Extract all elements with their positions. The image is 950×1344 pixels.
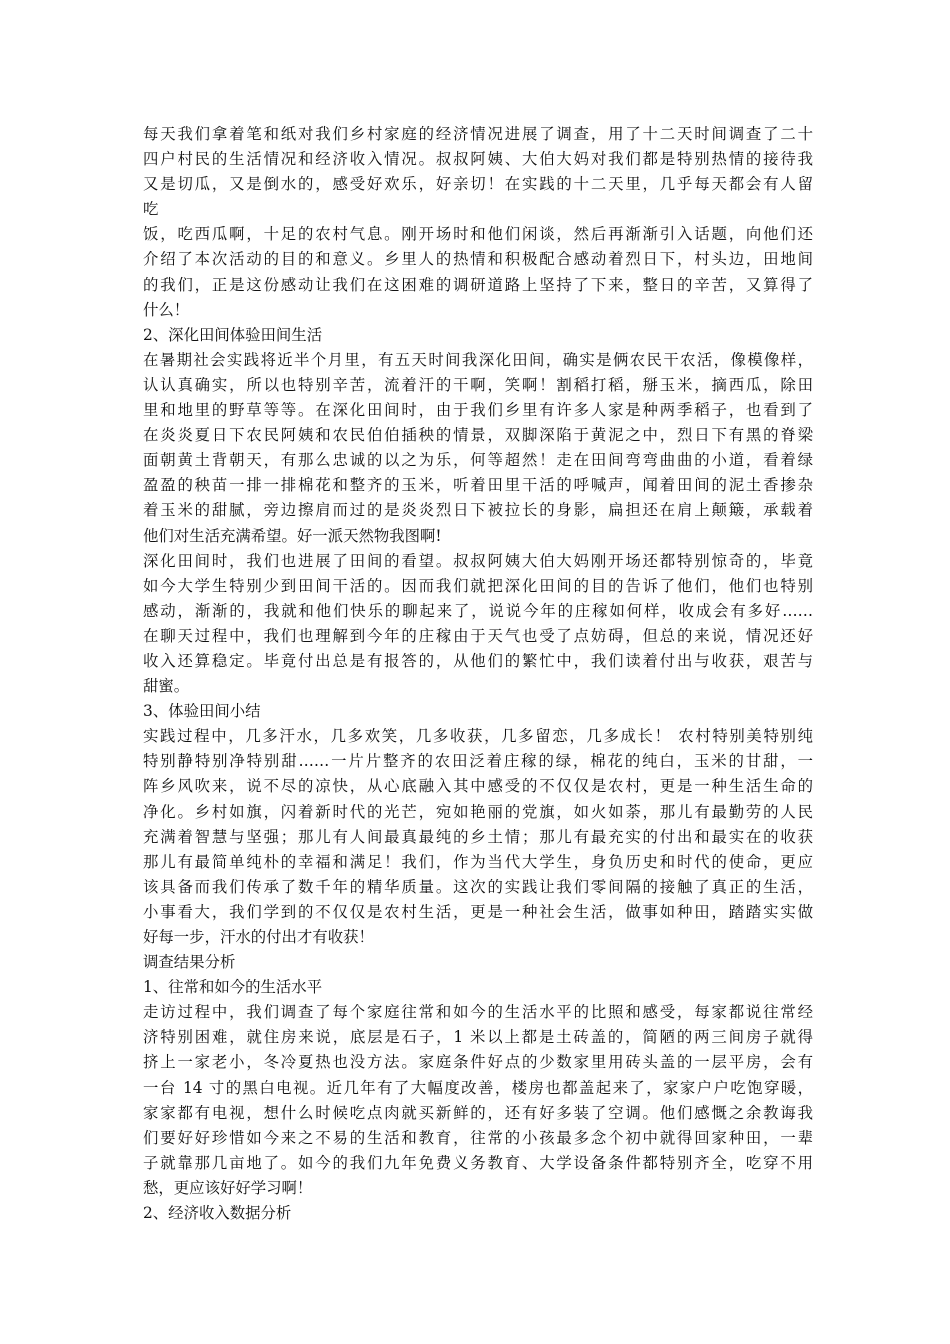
- text-line: 甜蜜。: [143, 677, 190, 696]
- text-line: 他们对生活充满希望。好一派天然物我图啊!: [143, 526, 442, 545]
- text-line: 在炎炎夏日下农民阿姨和农民伯伯插秧的情景，双脚深陷于黄泥之中，烈日下有黑的脊梁: [143, 426, 813, 445]
- text-line: 里和地里的野草等等。在深化田间时，由于我们乡里有许多人家是种两季稻子，也看到了: [143, 401, 813, 420]
- text-line: 该具备而我们传承了数千年的精华质量。这次的实践让我们零间隔的接触了真正的生活，: [143, 877, 813, 896]
- text-line: 感动，渐渐的，我就和他们快乐的聊起来了，说说今年的庄稼如何样，收成会有多好……: [143, 601, 813, 620]
- text-line: 的我们，正是这份感动让我们在这困难的调研道路上坚持了下来，整日的辛苦，又算得了: [143, 275, 813, 294]
- text-line: 每天我们拿着笔和纸对我们乡村家庭的经济情况进展了调查，用了十二天时间调查了二十: [143, 125, 813, 143]
- text-line: 子就靠那几亩地了。如今的我们九年免费义务教育、大学设备条件都特别齐全，吃穿不用: [143, 1153, 813, 1172]
- text-line: 们要好好珍惜如今来之不易的生活和教育，往常的小孩最多念个初中就得回家种田，一辈: [143, 1128, 813, 1147]
- text-line: 在暑期社会实践将近半个月里，有五天时间我深化田间，确实是俩农民干农活，像模像样，: [143, 350, 813, 369]
- text-line: 四户村民的生活情况和经济收入情况。叔叔阿姨、大伯大妈对我们都是特别热情的接待我: [143, 150, 813, 169]
- text-line: 实践过程中，几多汗水，几多欢笑，几多收获，几多留恋，几多成长！ 农村特别美特别纯: [143, 727, 813, 746]
- document-body: [143, 122, 813, 1226]
- text-line: 特别静特别净特别甜……一片片整齐的农田泛着庄稼的绿，棉花的纯白，玉米的甘甜，一: [143, 752, 813, 771]
- text-line: 盈盈的秧苗一排一排棉花和整齐的玉米，听着田里干活的呼喊声，闻着田间的泥土香掺杂: [143, 476, 813, 495]
- text-line: 在聊天过程中，我们也理解到今年的庄稼由于天气也受了点妨碍，但总的来说，情况还好: [143, 626, 813, 645]
- section-heading: 2、经济收入数据分析: [143, 1204, 292, 1223]
- section-heading: 3、体验田间小结: [143, 702, 261, 721]
- text-line: 如今大学生特别少到田间干活的。因而我们就把深化田间的目的告诉了他们，他们也特别: [143, 576, 813, 595]
- text-line: 着玉米的甜腻，旁边擦肩而过的是炎炎烈日下被拉长的身影，扁担还在肩上颠簸，承载着: [143, 501, 813, 520]
- text-line: 介绍了本次活动的目的和意义。乡里人的热情和积极配合感动着烈日下，村头边，田地间: [143, 250, 813, 269]
- text-line: 好每一步，汗水的付出才有收获！: [143, 928, 374, 946]
- text-line: 阵乡风吹来，说不尽的凉快，从心底融入其中感受的不仅仅是农村，更是一种生活生命的: [143, 777, 813, 796]
- section-heading: 2、深化田间体验田间生活: [143, 325, 323, 344]
- text-line: 走访过程中，我们调查了每个家庭往常和如今的生活水平的比照和感受，每家都说往常经: [143, 1003, 813, 1022]
- text-line: 净化。乡村如旗，闪着新时代的光芒，宛如艳丽的党旗，如火如荼，那儿有最勤劳的人民: [143, 802, 813, 821]
- text-line: 充满着智慧与坚强；那儿有人间最真最纯的乡土情；那儿有最充实的付出和最实在的收获: [143, 827, 813, 846]
- section-heading: 1、往常和如今的生活水平: [143, 978, 323, 997]
- text-line: 家家都有电视，想什么时候吃点肉就买新鲜的，还有好多装了空调。他们感慨之余教诲我: [143, 1103, 813, 1122]
- text-line: 济特别困难，就住房来说，底层是石子，1 米以上都是土砖盖的，简陋的两三间房子就得: [143, 1028, 813, 1047]
- text-line: 那儿有最简单纯朴的幸福和满足！我们，作为当代大学生，身负历史和时代的使命，更应: [143, 852, 813, 871]
- text-line: 愁，更应该好好学习啊！: [143, 1178, 313, 1197]
- text-line: 什么！: [143, 300, 190, 319]
- text-line: 挤上一家老小，冬冷夏热也没方法。家庭条件好点的少数家里用砖头盖的一层平房，会有: [143, 1053, 813, 1072]
- text-line: 小事看大，我们学到的不仅仅是农村生活，更是一种社会生活，做事如种田，踏踏实实做: [143, 902, 813, 921]
- text-line: 饭，吃西瓜啊，十足的农村气息。刚开场时和他们闲谈，然后再渐渐引入话题，向他们还: [143, 225, 813, 244]
- text-line: 收入还算稳定。毕竟付出总是有报答的，从他们的繁忙中，我们读着付出与收获，艰苦与: [143, 651, 813, 670]
- text-line: 认认真确实，所以也特别辛苦，流着汗的干啊，笑啊！割稻打稻，掰玉米，摘西瓜，除田: [143, 375, 813, 394]
- section-heading: 调查结果分析: [143, 953, 236, 972]
- text-line: 面朝黄土背朝天，有那么忠诚的以之为乐，何等超然！走在田间弯弯曲曲的小道，看着绿: [143, 451, 813, 470]
- text-line: 一台 14 寸的黑白电视。近几年有了大幅度改善，楼房也都盖起来了，家家户户吃饱穿暖，: [143, 1078, 813, 1097]
- text-line: 吃: [143, 200, 159, 219]
- text-line: 深化田间时，我们也进展了田间的看望。叔叔阿姨大伯大妈刚开场还都特别惊奇的，毕竟: [143, 551, 813, 570]
- text-line: 又是切瓜，又是倒水的，感受好欢乐，好亲切！在实践的十二天里，几乎每天都会有人留: [143, 175, 813, 194]
